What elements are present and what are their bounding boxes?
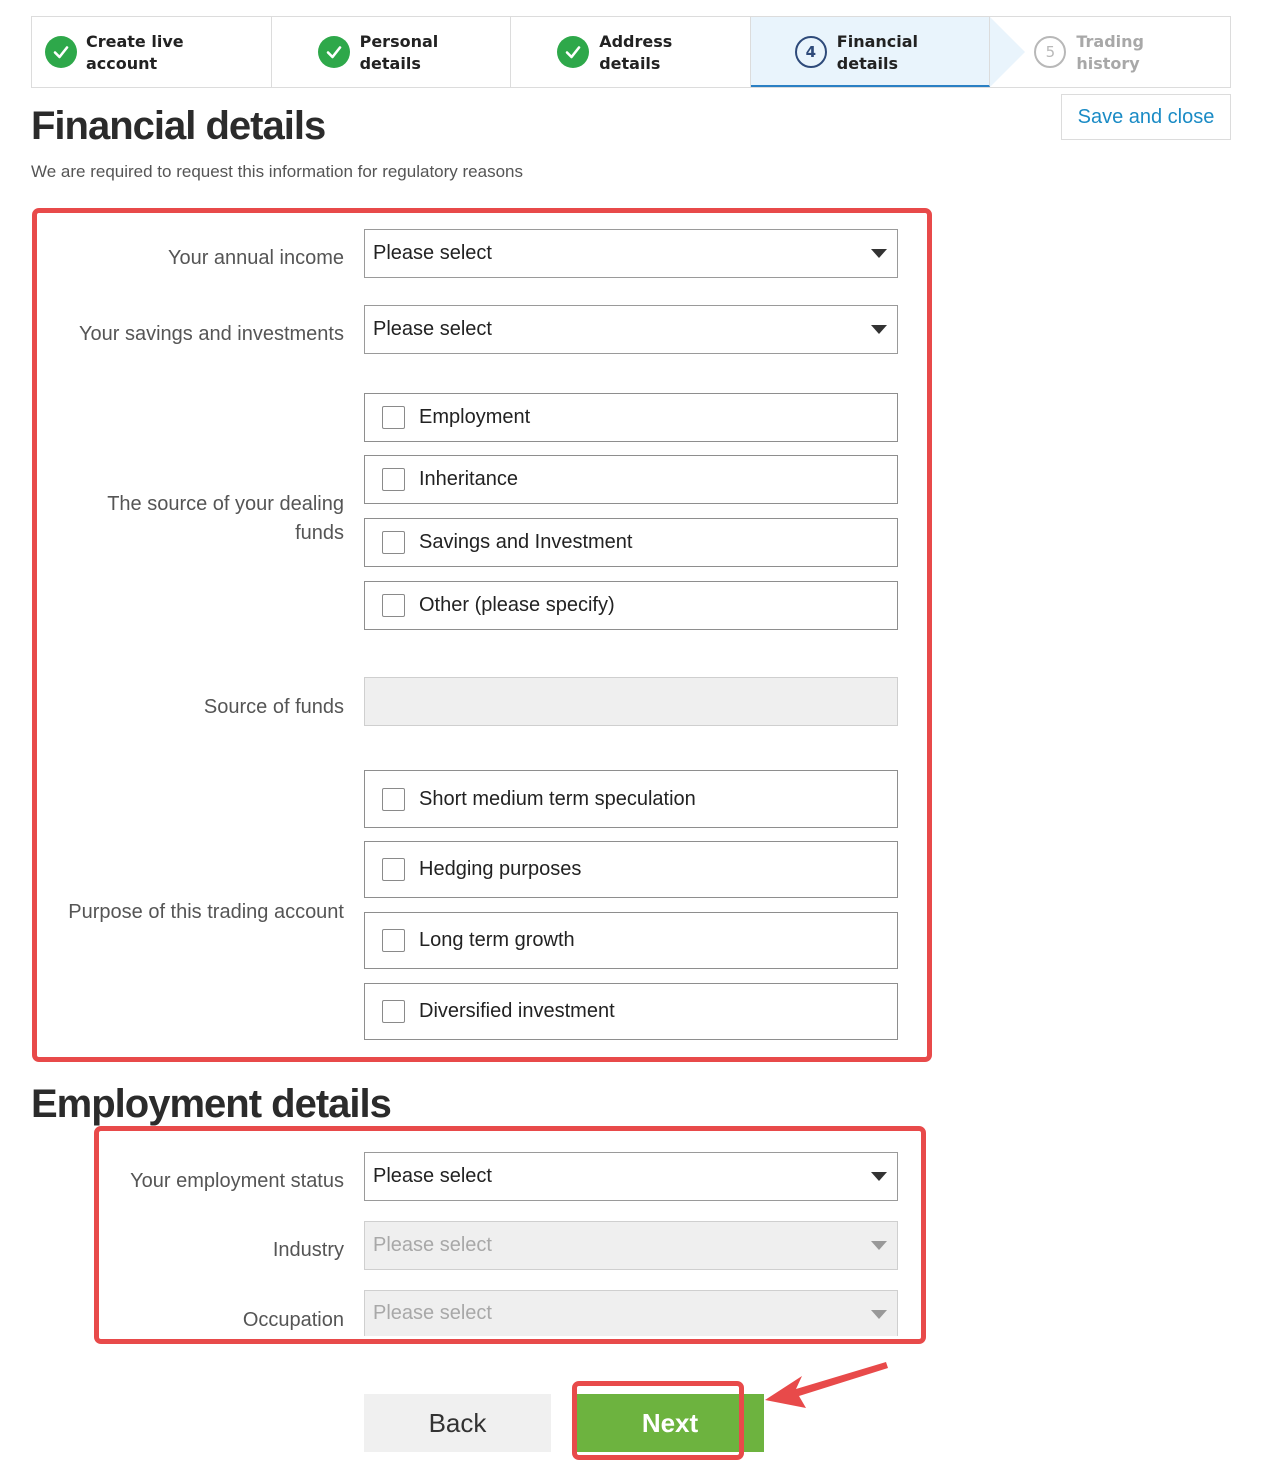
checkbox-hedging-purposes[interactable]: [364, 841, 898, 898]
step-label: Create live account: [86, 32, 184, 73]
source-of-funds-input: [364, 677, 898, 726]
savings-select[interactable]: [364, 305, 898, 354]
checkbox-icon[interactable]: [382, 406, 405, 429]
checkbox-icon[interactable]: [382, 788, 405, 811]
checkbox-icon[interactable]: [382, 468, 405, 491]
checkbox-icon[interactable]: [382, 929, 405, 952]
step-label: Personal details: [359, 32, 439, 73]
checkbox-label: Short medium term speculation: [419, 787, 696, 810]
step-address-details: [511, 17, 751, 87]
chevron-down-icon: [871, 1241, 887, 1250]
check-circle-icon: [45, 36, 77, 68]
next-button[interactable]: Next: [576, 1394, 764, 1452]
employment-section-title: Employment details: [31, 1082, 391, 1126]
checkbox-icon[interactable]: [382, 594, 405, 617]
checkbox-long-term-growth[interactable]: [364, 912, 898, 969]
occupation-select: [364, 1290, 898, 1336]
save-and-close-button[interactable]: Save and close: [1061, 94, 1231, 140]
check-circle-icon: [557, 36, 589, 68]
checkbox-employment[interactable]: [364, 393, 898, 442]
employment-status-label: Your employment status: [130, 1170, 344, 1192]
employment-status-select[interactable]: [364, 1152, 898, 1201]
chevron-down-icon: [871, 249, 887, 258]
step-trading-history: [990, 17, 1230, 87]
annual-income-value: Please select: [373, 242, 492, 264]
annual-income-select[interactable]: [364, 229, 898, 278]
step-personal-details: [272, 17, 512, 87]
checkbox-label: Other (please specify): [419, 594, 615, 616]
step-create-live-account: [32, 17, 272, 87]
check-circle-icon: [318, 36, 350, 68]
checkbox-label: Employment: [419, 406, 531, 428]
page-subtitle: We are required to request this information for regulatory reasons: [31, 162, 523, 181]
industry-value: Please select: [373, 1234, 492, 1256]
step-label: Address details: [599, 32, 673, 73]
occupation-label: Occupation: [242, 1309, 344, 1331]
occupation-value: Please select: [373, 1302, 492, 1324]
checkbox-label: Diversified investment: [419, 1000, 615, 1022]
checkbox-inheritance[interactable]: [364, 455, 898, 504]
checkbox-label: Hedging purposes: [419, 858, 582, 880]
step-label: Financial details: [836, 32, 919, 73]
industry-label: Industry: [272, 1239, 344, 1261]
savings-value: Please select: [373, 318, 492, 340]
source-of-funds-label: Source of funds: [203, 696, 344, 718]
chevron-down-icon: [871, 1172, 887, 1181]
progress-stepper: [31, 16, 1231, 88]
checkbox-icon[interactable]: [382, 531, 405, 554]
checkbox-label: Long term growth: [419, 929, 575, 951]
checkbox-label: Savings and Investment: [419, 531, 633, 553]
purpose-label: Purpose of this trading account: [68, 901, 344, 923]
checkbox-short-medium-term-speculation[interactable]: [364, 770, 898, 828]
annual-income-label: Your annual income: [167, 247, 344, 269]
step-number-icon: 5: [1034, 36, 1066, 68]
step-financial-details: [751, 17, 991, 87]
savings-label: Your savings and investments: [79, 323, 344, 345]
back-button[interactable]: Back: [364, 1394, 551, 1452]
chevron-down-icon: [871, 325, 887, 334]
dealing-funds-label: The source of your dealing funds: [107, 493, 344, 544]
employment-status-value: Please select: [373, 1165, 492, 1187]
page-title: Financial details: [31, 104, 326, 148]
checkbox-icon[interactable]: [382, 1000, 405, 1023]
checkbox-label: Inheritance: [419, 468, 518, 490]
checkbox-other[interactable]: [364, 581, 898, 630]
step-number-icon: 4: [795, 36, 827, 68]
step-label: Trading history: [1076, 32, 1144, 73]
pointer-arrow-icon: [760, 1360, 890, 1420]
checkbox-icon[interactable]: [382, 858, 405, 881]
chevron-down-icon: [871, 1310, 887, 1319]
checkbox-diversified-investment[interactable]: [364, 983, 898, 1040]
industry-select: [364, 1221, 898, 1270]
checkbox-savings-and-investment[interactable]: [364, 518, 898, 567]
